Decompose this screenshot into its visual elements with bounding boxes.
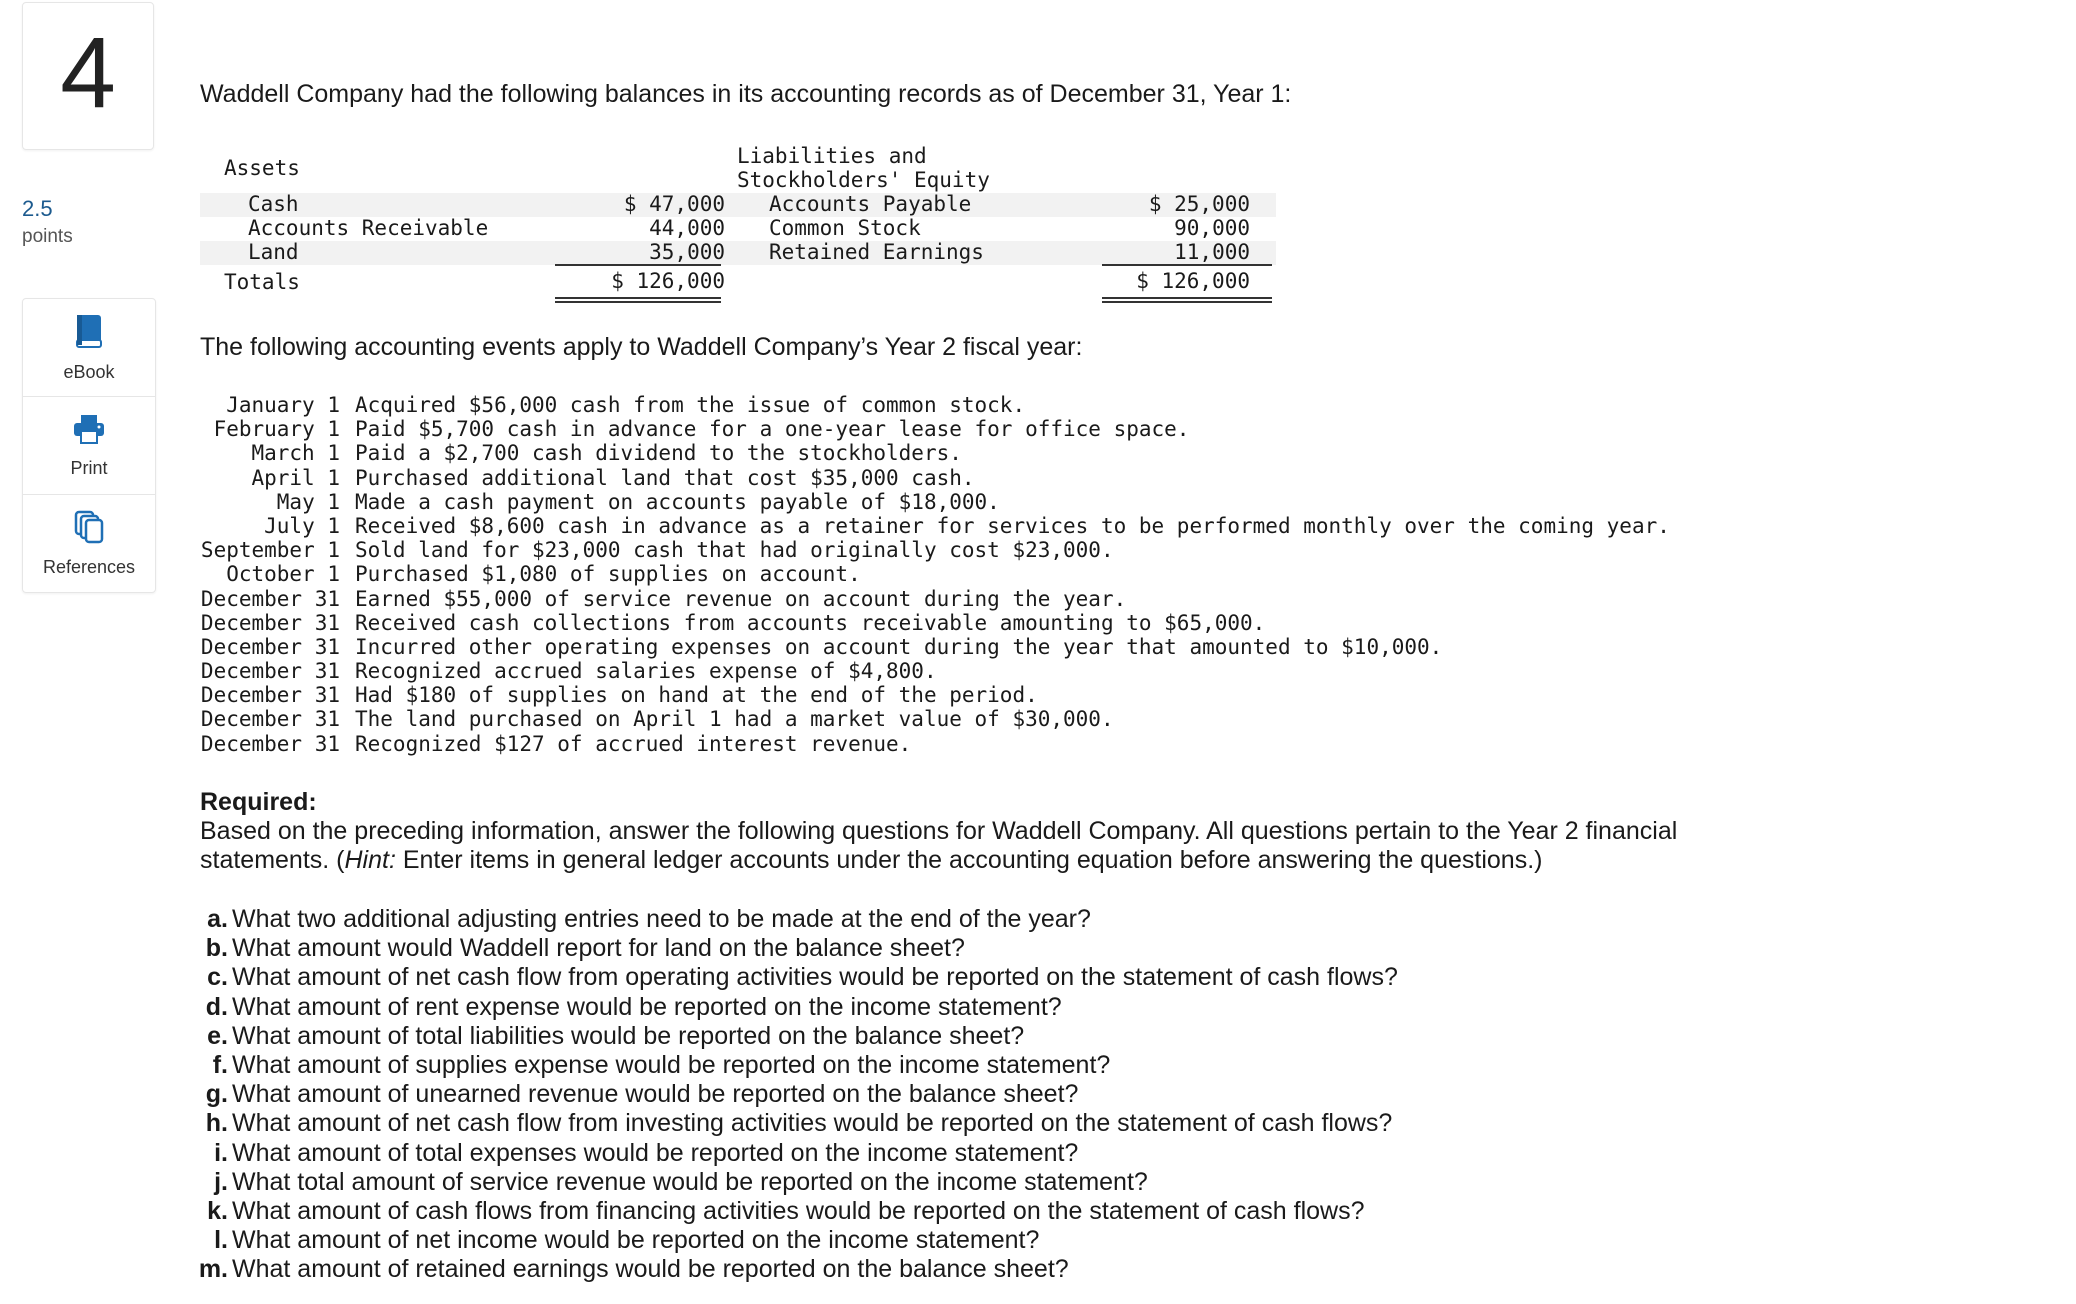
row-band [200, 193, 1276, 217]
question-text: What amount of rent expense would be reported on the income statement? [232, 992, 1062, 1021]
required-line-1: Based on the preceding information, answer the following questions for Waddell Company. All questions pertain to the Year 2 financial [200, 817, 1678, 845]
liability-label: Common Stock [769, 216, 921, 240]
assets-total: $ 126,000 [611, 269, 725, 293]
question-item [200, 1197, 1760, 1226]
event-date: March 1 [251, 441, 340, 466]
question-item [200, 1022, 1760, 1051]
printer-icon [72, 413, 106, 450]
question-letter: l. [214, 1226, 228, 1255]
event-text: Earned $55,000 of service revenue on account during the year. [355, 586, 1127, 611]
question-letter: m. [198, 1255, 228, 1284]
references-button[interactable] [23, 495, 155, 592]
double-underline [1102, 297, 1272, 299]
event-text: Received cash collections from accounts receivable amounting to $65,000. [355, 610, 1266, 635]
totals-label: Totals [224, 270, 300, 294]
asset-value: 44,000 [649, 216, 725, 240]
event-text: Sold land for $23,000 cash that had originally cost $23,000. [355, 538, 1114, 563]
double-underline [555, 297, 721, 299]
question-letter: h. [205, 1109, 228, 1138]
question-item [200, 993, 1760, 1022]
double-underline [555, 301, 721, 303]
event-date: December 31 [200, 659, 340, 684]
question-text: What amount of net income would be reported on the income statement? [232, 1226, 1040, 1255]
event-text: The land purchased on April 1 had a market value of $30,000. [355, 707, 1114, 732]
event-row [200, 635, 1800, 659]
liability-value: $ 25,000 [1148, 192, 1250, 216]
assets-header: Assets [224, 156, 300, 180]
question-letter: j. [214, 1167, 228, 1196]
row-band [200, 241, 1276, 265]
event-row [200, 611, 1800, 635]
liabilities-header-1: Liabilities and [737, 144, 927, 168]
event-row [200, 441, 1800, 465]
event-text: Paid $5,700 cash in advance for a one-year lease for office space. [355, 417, 1190, 442]
event-date: October 1 [226, 562, 340, 587]
event-row [200, 587, 1800, 611]
question-text: What amount of supplies expense would be reported on the income statement? [232, 1050, 1111, 1079]
question-item [200, 1226, 1760, 1255]
event-date: December 31 [200, 586, 340, 611]
question-text: What amount of retained earnings would be reported on the balance sheet? [232, 1255, 1069, 1284]
question-letter: b. [205, 934, 228, 963]
question-text: What amount of net cash flow from operating activities would be reported on the statement of cash flows? [232, 963, 1398, 992]
event-row [200, 490, 1800, 514]
references-label: References [42, 556, 136, 577]
event-row [200, 417, 1800, 441]
event-text: Purchased $1,080 of supplies on account. [355, 562, 861, 587]
points-label: points [22, 226, 73, 247]
liabilities-total: $ 126,000 [1136, 269, 1250, 293]
liability-label: Accounts Payable [769, 192, 972, 216]
question-item [200, 1255, 1760, 1284]
question-letter: d. [205, 992, 228, 1021]
asset-label: Land [248, 240, 299, 264]
event-row [200, 466, 1800, 490]
liability-value: 11,000 [1174, 240, 1250, 264]
question-letter: c. [207, 963, 228, 992]
question-text: What amount of total liabilities would be reported on the balance sheet? [232, 1021, 1025, 1050]
event-row [200, 683, 1800, 707]
tools-panel [22, 298, 156, 593]
ebook-button[interactable] [23, 299, 155, 397]
questions-list [200, 905, 1760, 1284]
question-letter: g. [205, 1080, 228, 1109]
hint-label: Hint: [344, 846, 396, 874]
event-row [200, 707, 1800, 731]
event-date: December 31 [200, 683, 340, 708]
question-letter: k. [207, 1196, 228, 1225]
event-date: April 1 [251, 465, 340, 490]
event-text: Recognized $127 of accrued interest revenue. [355, 731, 912, 756]
question-item [200, 963, 1760, 992]
question-item [200, 1168, 1760, 1197]
required-heading: Required: [200, 788, 317, 816]
documents-icon [74, 510, 104, 549]
event-text: Had $180 of supplies on hand at the end of the period. [355, 683, 1038, 708]
event-row [200, 732, 1800, 756]
question-item [200, 905, 1760, 934]
event-date: May 1 [276, 489, 340, 514]
event-text: Purchased additional land that cost $35,000 cash. [355, 465, 975, 490]
question-letter: a. [207, 905, 228, 933]
question-text: What amount of net cash flow from investing activities would be reported on the statement of cash flows? [232, 1109, 1393, 1138]
event-date: January 1 [226, 393, 340, 417]
event-date: December 31 [200, 731, 340, 756]
question-text: What amount of total expenses would be reported on the income statement? [232, 1138, 1079, 1167]
question-item [200, 1139, 1760, 1168]
required-section [200, 788, 1760, 875]
question-item [200, 1080, 1760, 1109]
points-value: 2.5 [22, 196, 53, 221]
question-item [200, 934, 1760, 963]
event-text: Acquired $56,000 cash from the issue of common stock. [355, 393, 1026, 417]
event-date: December 31 [200, 634, 340, 659]
question-text: What amount of cash flows from financing activities would be reported on the statement of cash flows? [232, 1196, 1365, 1225]
asset-value: $ 47,000 [623, 192, 725, 216]
event-text: Incurred other operating expenses on account during the year that amounted to $10,000. [355, 634, 1443, 659]
intro-text: Waddell Company had the following balances in its accounting records as of December 31, Year 1: [200, 80, 1292, 108]
asset-label: Cash [248, 192, 299, 216]
question-letter: e. [207, 1021, 228, 1050]
balance-sheet-table [200, 140, 1280, 310]
events-list [200, 393, 1800, 756]
liability-label: Retained Earnings [769, 240, 984, 264]
event-text: Recognized accrued salaries expense of $4,800. [355, 659, 937, 684]
event-date: September 1 [200, 538, 340, 563]
question-letter: i. [214, 1138, 228, 1167]
event-row [200, 514, 1800, 538]
event-text: Made a cash payment on accounts payable of $18,000. [355, 489, 1000, 514]
book-icon [74, 313, 104, 354]
question-text: What two additional adjusting entries need to be made at the end of the year? [232, 905, 1091, 933]
question-letter: f. [212, 1050, 228, 1079]
event-row [200, 562, 1800, 586]
liability-value: 90,000 [1174, 216, 1250, 240]
event-text: Paid a $2,700 cash dividend to the stockholders. [355, 441, 962, 466]
double-underline [1102, 301, 1272, 303]
event-date: December 31 [200, 610, 340, 635]
event-row [200, 538, 1800, 562]
underline [1102, 264, 1272, 266]
event-row [200, 659, 1800, 683]
question-number: 4 [60, 17, 116, 129]
print-label: Print [70, 457, 108, 478]
question-text: What amount would Waddell report for land on the balance sheet? [232, 934, 965, 963]
question-item [200, 1051, 1760, 1080]
liabilities-header-2: Stockholders' Equity [737, 168, 990, 192]
question-text: What amount of unearned revenue would be reported on the balance sheet? [232, 1080, 1079, 1109]
print-button[interactable] [23, 397, 155, 495]
underline [555, 264, 721, 266]
event-date: December 31 [200, 707, 340, 732]
ebook-label: eBook [63, 361, 115, 382]
event-row [200, 393, 1800, 417]
asset-value: 35,000 [649, 240, 725, 264]
required-line-2: statements. (Hint: Enter items in general ledger accounts under the accounting equation before answering the questions.) [200, 846, 1543, 874]
events-intro: The following accounting events apply to Waddell Company’s Year 2 fiscal year: [200, 333, 1083, 361]
event-text: Received $8,600 cash in advance as a retainer for services to be performed monthly over the coming year. [355, 513, 1670, 538]
question-item [200, 1109, 1760, 1138]
question-text: What total amount of service revenue would be reported on the income statement? [232, 1167, 1148, 1196]
asset-label: Accounts Receivable [248, 216, 489, 240]
event-date: February 1 [213, 417, 340, 442]
question-number-box [22, 2, 154, 150]
event-date: July 1 [264, 513, 340, 538]
